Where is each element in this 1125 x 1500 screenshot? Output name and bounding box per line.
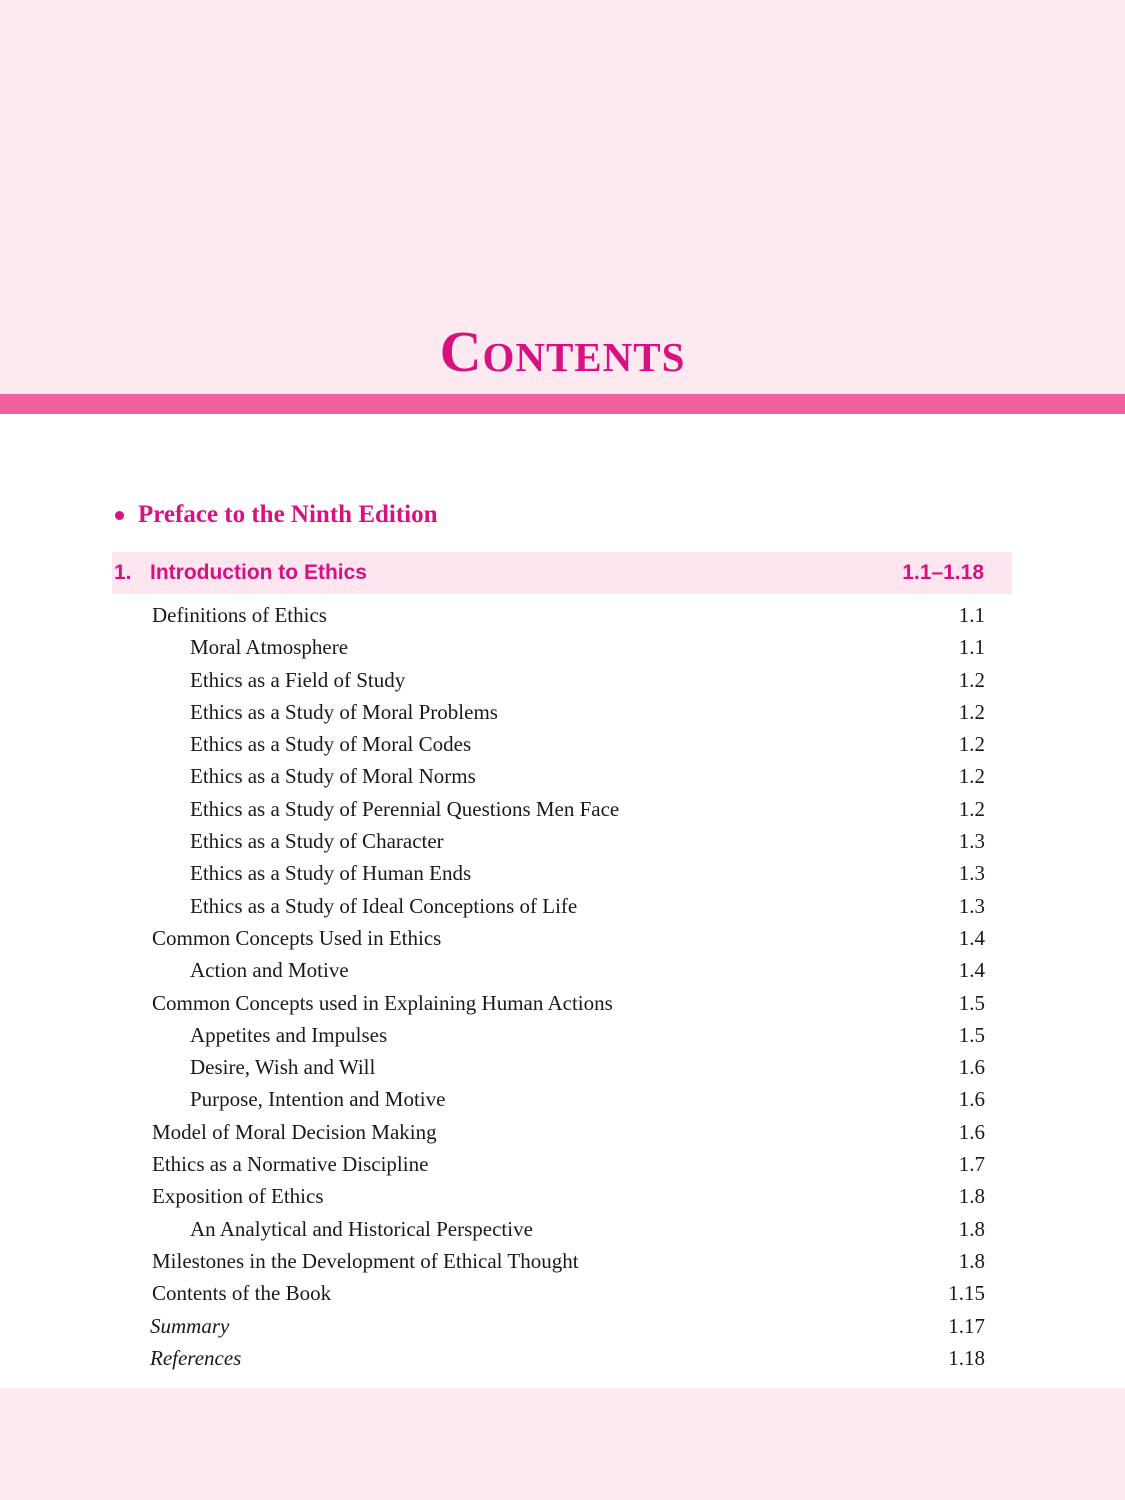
- entry-page: 1.17: [948, 1313, 985, 1338]
- entry-page: 1.5: [958, 990, 985, 1015]
- toc-entry[interactable]: [112, 1180, 985, 1212]
- footer-band: [0, 1388, 1125, 1500]
- entry-label: Ethics as a Study of Perennial Questions Men Face: [190, 796, 620, 821]
- chapter-heading[interactable]: [112, 552, 1012, 594]
- toc-entry[interactable]: [112, 793, 985, 825]
- toc-entry[interactable]: [112, 728, 985, 760]
- entry-label: Common Concepts Used in Ethics: [152, 925, 442, 950]
- toc-entry[interactable]: [112, 760, 985, 792]
- entry-page: 1.5: [958, 1022, 985, 1047]
- toc-entry[interactable]: [112, 1051, 985, 1083]
- entry-page: 1.6: [958, 1087, 985, 1112]
- toc-entry[interactable]: [112, 1083, 985, 1115]
- entry-page: 1.18: [948, 1345, 985, 1370]
- entry-label: Common Concepts used in Explaining Human Actions: [152, 990, 613, 1015]
- entry-label: Ethics as a Study of Moral Problems: [190, 699, 498, 724]
- entry-label: Action and Motive: [190, 958, 349, 983]
- entry-page: 1.6: [958, 1119, 985, 1144]
- entry-label: Contents of the Book: [152, 1281, 332, 1306]
- entry-page: 1.2: [958, 667, 985, 692]
- toc-entry[interactable]: [112, 825, 985, 857]
- entry-page: 1.8: [958, 1184, 985, 1209]
- entry-page: 1.8: [958, 1216, 985, 1241]
- entry-label: References: [150, 1345, 242, 1370]
- toc-entry[interactable]: [112, 1116, 985, 1148]
- entry-page: 1.4: [958, 958, 985, 983]
- entry-page: 1.3: [958, 893, 985, 918]
- entry-label: Ethics as a Study of Moral Norms: [190, 764, 476, 789]
- chapter-number: 1.: [114, 561, 132, 584]
- entry-label: Ethics as a Field of Study: [190, 667, 406, 692]
- toc-entry[interactable]: [112, 1277, 985, 1309]
- entry-page: 1.2: [958, 732, 985, 757]
- entry-label: An Analytical and Historical Perspective: [190, 1216, 533, 1241]
- toc-entry-summary[interactable]: [112, 1310, 985, 1342]
- toc-entry[interactable]: [112, 1245, 985, 1277]
- entry-label: Appetites and Impulses: [190, 1022, 388, 1047]
- toc-entry[interactable]: [112, 890, 985, 922]
- toc-entry[interactable]: [112, 1148, 985, 1180]
- entry-label: Ethics as a Normative Discipline: [152, 1152, 429, 1177]
- toc-entry[interactable]: [112, 696, 985, 728]
- toc-entry[interactable]: [112, 631, 985, 663]
- entry-label: Exposition of Ethics: [152, 1184, 324, 1209]
- entry-page: 1.6: [958, 1055, 985, 1080]
- entry-label: Milestones in the Development of Ethical Thought: [152, 1248, 579, 1273]
- entry-label: Ethics as a Study of Character: [190, 829, 444, 854]
- bullet-icon: [115, 511, 124, 520]
- toc-entry-references[interactable]: [112, 1342, 985, 1374]
- toc-entry[interactable]: [112, 987, 985, 1019]
- entry-label: Desire, Wish and Will: [190, 1055, 376, 1080]
- entry-page: 1.2: [958, 699, 985, 724]
- header-rule: [0, 394, 1125, 414]
- toc-entries: [112, 599, 985, 1374]
- entry-label: Model of Moral Decision Making: [152, 1119, 437, 1144]
- entry-page: 1.15: [948, 1281, 985, 1306]
- toc-entry[interactable]: [112, 922, 985, 954]
- preface-label: Preface to the Ninth Edition: [138, 501, 438, 528]
- chapter-page-range: 1.1–1.18: [902, 561, 984, 584]
- toc-entry[interactable]: [112, 664, 985, 696]
- entry-page: 1.1: [958, 603, 985, 627]
- entry-page: 1.2: [958, 764, 985, 789]
- page-title: Contents: [439, 319, 686, 384]
- toc-entry[interactable]: [112, 599, 985, 631]
- entry-label: Ethics as a Study of Human Ends: [190, 861, 472, 886]
- toc-entry[interactable]: [112, 954, 985, 986]
- entry-label: Definitions of Ethics: [152, 603, 327, 627]
- preface-entry[interactable]: [112, 501, 438, 529]
- entry-label: Ethics as a Study of Moral Codes: [190, 732, 472, 757]
- entry-label: Moral Atmosphere: [190, 635, 349, 660]
- entry-label: Purpose, Intention and Motive: [190, 1087, 446, 1112]
- entry-page: 1.1: [958, 635, 985, 660]
- entry-page: 1.7: [958, 1152, 985, 1177]
- entry-label: Summary: [150, 1313, 230, 1338]
- entry-page: 1.3: [958, 829, 985, 854]
- entry-page: 1.8: [958, 1248, 985, 1273]
- entry-page: 1.3: [958, 861, 985, 886]
- chapter-title: Introduction to Ethics: [150, 561, 367, 584]
- entry-page: 1.2: [958, 796, 985, 821]
- toc-entry[interactable]: [112, 857, 985, 889]
- entry-label: Ethics as a Study of Ideal Conceptions of Life: [190, 893, 578, 918]
- entry-page: 1.4: [958, 925, 985, 950]
- toc-entry[interactable]: [112, 1019, 985, 1051]
- toc-entry[interactable]: [112, 1213, 985, 1245]
